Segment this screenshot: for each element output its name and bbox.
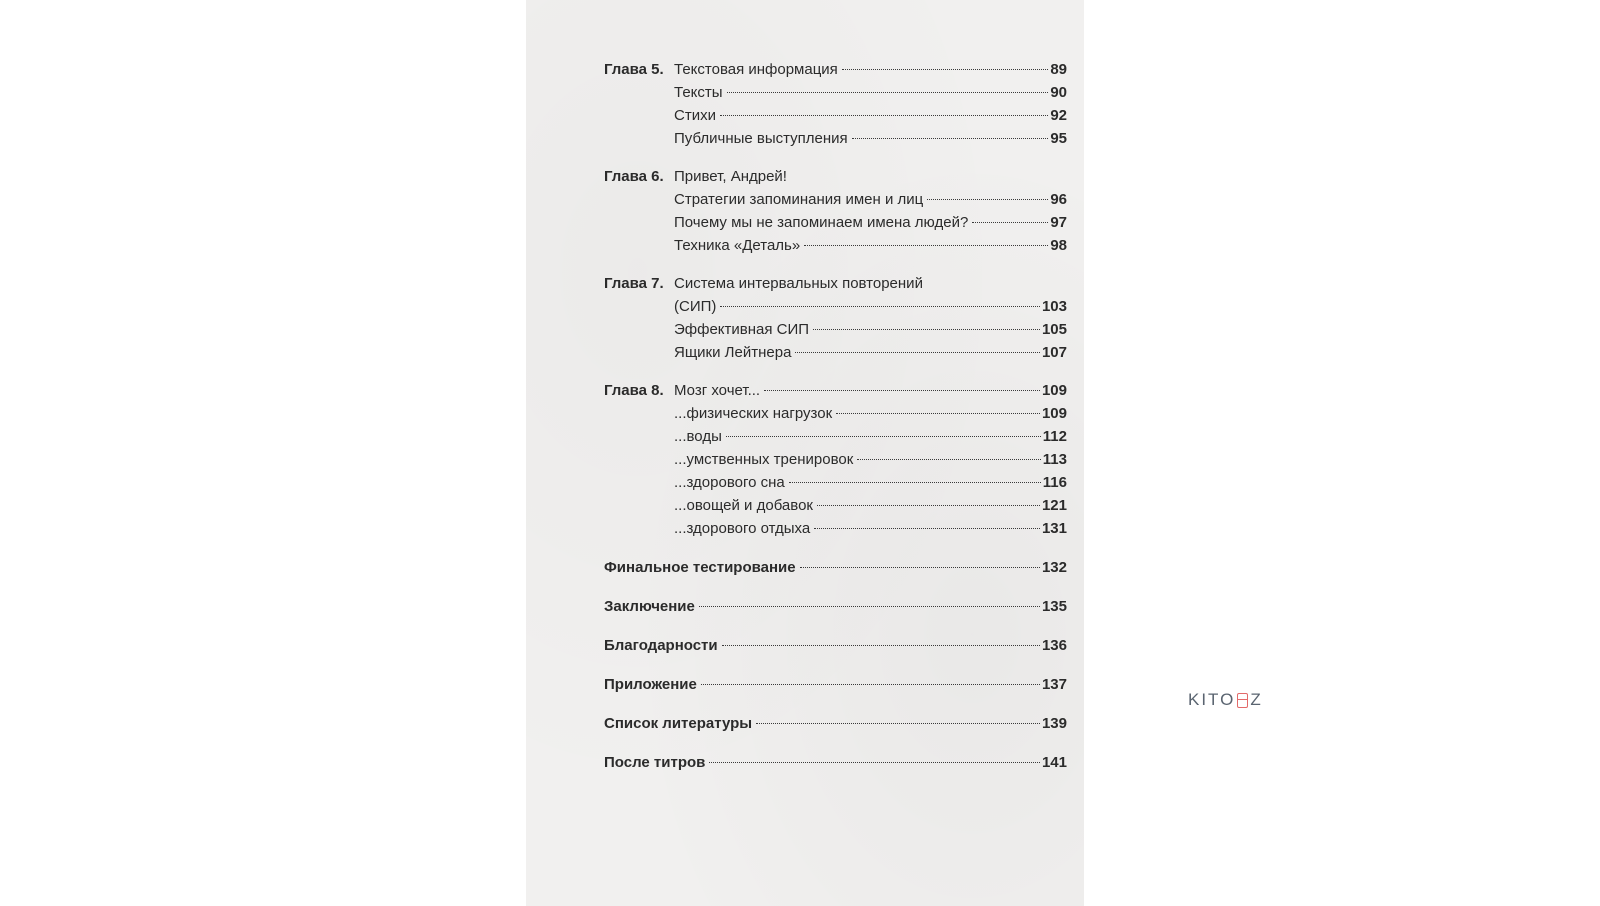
dot-leader [764, 390, 1040, 391]
dot-leader [701, 684, 1040, 685]
page-number: 131 [1041, 520, 1067, 537]
toc-title: ...здорового отдыха [674, 520, 811, 537]
dot-leader [814, 528, 1040, 529]
dot-leader [800, 567, 1040, 568]
toc-title: Стратегии запоминания имен и лиц [674, 191, 924, 208]
toc-row-appendix [604, 673, 1067, 696]
page-number: 132 [1041, 559, 1067, 576]
dot-leader [720, 306, 1040, 307]
toc-title: ...воды [674, 428, 722, 445]
page-number: 98 [1050, 237, 1067, 254]
toc-title: Привет, Андрей! [674, 168, 787, 185]
toc-title: Ящики Лейтнера [674, 344, 792, 361]
page-number: 107 [1041, 344, 1067, 361]
page-number: 113 [1042, 451, 1067, 468]
toc-title: После титров [604, 754, 706, 771]
toc-row [604, 471, 1067, 494]
page-number: 137 [1041, 676, 1067, 693]
toc-row-chapter-7 [604, 272, 1067, 295]
dot-leader [804, 245, 1048, 246]
toc-title: Техника «Деталь» [674, 237, 801, 254]
dot-leader [756, 723, 1040, 724]
toc-row [604, 234, 1067, 257]
toc-title: Публичные выступления [674, 130, 848, 147]
page-number: 95 [1050, 130, 1067, 147]
logo-text-right: Z [1250, 690, 1263, 709]
dot-leader [722, 645, 1040, 646]
page-number: 112 [1042, 428, 1067, 445]
toc-row [604, 127, 1067, 150]
page-number: 139 [1041, 715, 1067, 732]
toc-title: Текстовая информация [674, 61, 838, 78]
dot-leader [709, 762, 1040, 763]
book-icon [1237, 693, 1248, 708]
toc-title: Стихи [674, 107, 716, 124]
page-number: 121 [1041, 497, 1067, 514]
toc-row [604, 104, 1067, 127]
toc-row-final-test [604, 556, 1067, 579]
dot-leader [857, 459, 1041, 460]
dot-leader [972, 222, 1048, 223]
toc-title: Тексты [674, 84, 723, 101]
table-of-contents [604, 58, 1067, 774]
toc-row [604, 425, 1067, 448]
kitobz-logo [1188, 690, 1263, 710]
toc-title: Эффективная СИП [674, 321, 810, 338]
toc-title: Почему мы не запоминаем имена людей? [674, 214, 969, 231]
dot-leader [795, 352, 1040, 353]
toc-row [604, 81, 1067, 104]
toc-row [604, 295, 1067, 318]
toc-row [604, 402, 1067, 425]
toc-row-acknowledgements [604, 634, 1067, 657]
page-number: 90 [1050, 84, 1067, 101]
dot-leader [720, 115, 1048, 116]
toc-title: Приложение [604, 676, 697, 693]
dot-leader [726, 436, 1041, 437]
toc-row [604, 494, 1067, 517]
toc-row [604, 448, 1067, 471]
page-number: 109 [1041, 382, 1067, 399]
logo-text-left: KITO [1188, 690, 1236, 709]
toc-title: Заключение [604, 598, 695, 615]
page-number: 103 [1041, 298, 1067, 315]
dot-leader [789, 482, 1041, 483]
toc-title: ...умственных тренировок [674, 451, 854, 468]
toc-row-chapter-6 [604, 165, 1067, 188]
toc-title: Мозг хочет... [674, 382, 761, 399]
dot-leader [817, 505, 1040, 506]
chapter-label: Глава 8. [604, 382, 664, 399]
page-number: 97 [1050, 214, 1067, 231]
dot-leader [852, 138, 1049, 139]
toc-title: Система интервальных повторений [674, 275, 923, 292]
toc-row [604, 341, 1067, 364]
toc-title: Финальное тестирование [604, 559, 796, 576]
page-number: 141 [1041, 754, 1067, 771]
page-number: 92 [1050, 107, 1067, 124]
toc-row-chapter-8 [604, 379, 1067, 402]
dot-leader [927, 199, 1048, 200]
toc-row [604, 517, 1067, 540]
toc-title: Благодарности [604, 637, 718, 654]
page-number: 135 [1041, 598, 1067, 615]
chapter-label: Глава 7. [604, 275, 664, 292]
page-number: 89 [1050, 61, 1067, 78]
toc-row-chapter-5 [604, 58, 1067, 81]
page-number: 116 [1042, 474, 1067, 491]
toc-title: ...овощей и добавок [674, 497, 813, 514]
dot-leader [813, 329, 1040, 330]
toc-row-after-credits [604, 751, 1067, 774]
toc-row-conclusion [604, 595, 1067, 618]
toc-row [604, 318, 1067, 341]
dot-leader [699, 606, 1040, 607]
dot-leader [836, 413, 1040, 414]
toc-title: (СИП) [674, 298, 717, 315]
dot-leader [842, 69, 1049, 70]
page-number: 136 [1041, 637, 1067, 654]
toc-title: ...здорового сна [674, 474, 785, 491]
toc-row [604, 188, 1067, 211]
page-number: 105 [1041, 321, 1067, 338]
page-number: 96 [1050, 191, 1067, 208]
chapter-label: Глава 5. [604, 61, 664, 78]
chapter-label: Глава 6. [604, 168, 664, 185]
toc-row [604, 211, 1067, 234]
toc-row-references [604, 712, 1067, 735]
dot-leader [727, 92, 1049, 93]
page-number: 109 [1041, 405, 1067, 422]
book-page [526, 0, 1084, 906]
toc-title: ...физических нагрузок [674, 405, 833, 422]
toc-title: Список литературы [604, 715, 753, 732]
